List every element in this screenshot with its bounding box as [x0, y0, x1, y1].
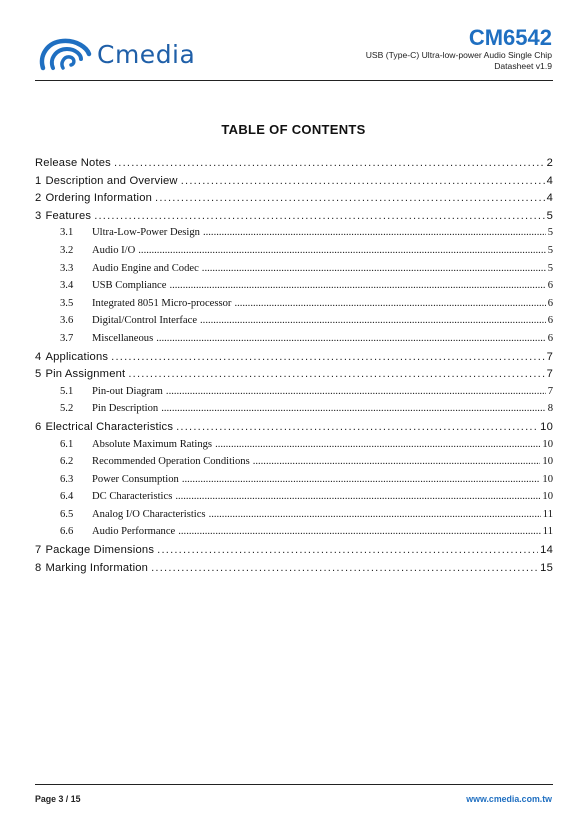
- dot-leader: [200, 315, 546, 326]
- toc-entry-title: Ordering Information: [45, 192, 153, 205]
- toc-entry[interactable]: [35, 298, 553, 316]
- dot-leader: [111, 351, 544, 363]
- dot-leader: [178, 526, 541, 537]
- toc-entry-title: Absolute Maximum Ratings: [92, 438, 213, 450]
- toc-entry-number: 6: [35, 420, 42, 433]
- company-logo: [37, 38, 197, 72]
- toc-entry-title: Analog I/O Characteristics: [92, 508, 206, 520]
- dot-leader: [156, 333, 546, 344]
- dot-leader: [138, 245, 545, 256]
- toc-entry[interactable]: [35, 245, 553, 263]
- toc-entry-page: 15: [540, 561, 553, 574]
- toc-entry-page: 5: [546, 209, 553, 222]
- toc-entry-number: 3.5: [60, 297, 74, 309]
- toc-entry[interactable]: [35, 509, 553, 527]
- toc-entry-number: 5: [35, 368, 42, 381]
- footer-divider: [35, 784, 553, 785]
- toc-entry-number: 3.7: [60, 332, 74, 344]
- toc-entry-number: 3.1: [60, 227, 74, 239]
- toc-entry-number: 6.5: [60, 508, 74, 520]
- toc-entry-title: Applications: [45, 350, 109, 363]
- dot-leader: [151, 562, 538, 574]
- dot-leader: [176, 421, 538, 433]
- dot-leader: [202, 263, 546, 274]
- toc-entry-title: DC Characteristics: [92, 491, 173, 503]
- toc-entry-page: 7: [547, 385, 553, 397]
- toc-entry-title: Digital/Control Interface: [92, 315, 198, 327]
- toc-entry-number: 4: [35, 350, 42, 363]
- toc-entry-number: 3.3: [60, 262, 74, 274]
- logo-text: Cmedia: [97, 40, 196, 69]
- toc-entry[interactable]: [35, 562, 553, 580]
- toc-entry-page: 6: [547, 315, 553, 327]
- toc-entry-title: Ultra-Low-Power Design: [92, 227, 200, 239]
- dot-leader: [155, 192, 545, 204]
- toc-entry-page: 6: [547, 332, 553, 344]
- toc-entry[interactable]: [35, 474, 553, 492]
- toc-entry-page: 7: [546, 368, 553, 381]
- toc-entry[interactable]: [35, 526, 553, 544]
- toc-entry[interactable]: [35, 403, 553, 421]
- dot-leader: [215, 439, 540, 450]
- table-of-contents: [35, 157, 553, 579]
- toc-entry-title: Recommended Operation Conditions: [92, 456, 250, 468]
- cmedia-logo-icon: [37, 38, 95, 72]
- toc-entry-page: 10: [542, 456, 553, 468]
- dot-leader: [181, 175, 545, 187]
- toc-entry-page: 7: [546, 350, 553, 363]
- dot-leader: [157, 544, 538, 556]
- toc-entry-page: 6: [547, 297, 553, 309]
- toc-entry-page: 14: [540, 544, 553, 557]
- toc-entry-number: 3: [35, 209, 42, 222]
- toc-entry-number: 2: [35, 192, 42, 205]
- toc-entry-number: 5.2: [60, 403, 74, 415]
- toc-entry[interactable]: [35, 210, 553, 228]
- toc-entry-page: 5: [547, 227, 553, 239]
- toc-entry-number: 7: [35, 544, 42, 557]
- toc-entry[interactable]: [35, 192, 553, 210]
- dot-leader: [161, 403, 545, 414]
- toc-entry-title: Pin Assignment: [45, 368, 126, 381]
- toc-entry-page: 5: [547, 244, 553, 256]
- toc-entry-page: 6: [547, 280, 553, 292]
- dot-leader: [128, 368, 544, 380]
- toc-entry[interactable]: [35, 333, 553, 351]
- toc-entry[interactable]: [35, 227, 553, 245]
- toc-entry-page: 2: [546, 157, 553, 169]
- toc-entry[interactable]: [35, 386, 553, 404]
- toc-entry[interactable]: [35, 491, 553, 509]
- toc-entry[interactable]: [35, 368, 553, 386]
- dot-leader: [169, 280, 545, 291]
- website-link[interactable]: www.cmedia.com.tw: [466, 794, 552, 804]
- toc-entry-page: 4: [546, 174, 553, 187]
- toc-entry-title: Power Consumption: [92, 473, 179, 485]
- toc-entry-number: 3.4: [60, 280, 74, 292]
- toc-entry-number: 6.6: [60, 526, 74, 538]
- toc-entry-title: Integrated 8051 Micro-processor: [92, 297, 232, 309]
- toc-entry-title: Pin-out Diagram: [92, 385, 163, 397]
- toc-entry[interactable]: [35, 421, 553, 439]
- toc-entry-title: Marking Information: [45, 561, 149, 574]
- dot-leader: [234, 298, 545, 309]
- datasheet-version: Datasheet v1.9: [494, 61, 552, 71]
- dot-leader: [175, 491, 540, 502]
- dot-leader: [94, 210, 544, 222]
- toc-entry[interactable]: [35, 263, 553, 281]
- toc-entry-title: Audio Engine and Codec: [92, 262, 199, 274]
- toc-entry[interactable]: [35, 544, 553, 562]
- page-number: Page 3 / 15: [35, 794, 81, 804]
- toc-entry-number: 6.3: [60, 473, 74, 485]
- toc-entry-title: Release Notes: [35, 157, 111, 169]
- toc-entry-page: 10: [540, 420, 553, 433]
- toc-entry-number: 6.1: [60, 438, 74, 450]
- toc-entry-title: Pin Description: [92, 403, 159, 415]
- toc-entry-title: Audio I/O: [92, 244, 136, 256]
- toc-entry-number: 1: [35, 174, 42, 187]
- toc-entry-page: 8: [547, 403, 553, 415]
- toc-entry-title: Package Dimensions: [45, 544, 155, 557]
- toc-entry[interactable]: [35, 439, 553, 457]
- dot-leader: [203, 227, 546, 238]
- dot-leader: [209, 509, 541, 520]
- toc-entry-page: 11: [542, 526, 553, 538]
- toc-entry[interactable]: [35, 157, 553, 175]
- page-header: [0, 0, 587, 80]
- toc-entry-number: 5.1: [60, 385, 74, 397]
- toc-entry[interactable]: [35, 175, 553, 193]
- product-name: CM6542: [468, 25, 552, 50]
- toc-entry-title: Features: [45, 209, 92, 222]
- dot-leader: [114, 157, 545, 169]
- document-info: [366, 26, 552, 72]
- toc-entry-title: Description and Overview: [45, 174, 178, 187]
- toc-entry-page: 5: [547, 262, 553, 274]
- toc-entry-number: 6.4: [60, 491, 74, 503]
- toc-entry-page: 11: [542, 508, 553, 520]
- toc-title: TABLE OF CONTENTS: [221, 122, 366, 137]
- toc-entry-title: USB Compliance: [92, 280, 167, 292]
- product-subtitle: USB (Type-C) Ultra-low-power Audio Single Chip: [365, 50, 552, 60]
- toc-entry-title: Electrical Characteristics: [45, 420, 174, 433]
- dot-leader: [253, 456, 541, 467]
- toc-entry-page: 4: [546, 192, 553, 205]
- toc-entry-number: 3.2: [60, 244, 74, 256]
- toc-entry-page: 10: [542, 491, 553, 503]
- toc-entry-title: Audio Performance: [92, 526, 176, 538]
- toc-entry-number: 3.6: [60, 315, 74, 327]
- toc-entry-page: 10: [542, 473, 553, 485]
- toc-entry-page: 10: [542, 438, 553, 450]
- header-divider: [35, 80, 553, 81]
- toc-entry-number: 6.2: [60, 456, 74, 468]
- toc-entry[interactable]: [35, 351, 553, 369]
- toc-entry-number: 8: [35, 561, 42, 574]
- toc-entry[interactable]: [35, 456, 553, 474]
- dot-leader: [166, 386, 546, 397]
- toc-entry-title: Miscellaneous: [92, 332, 154, 344]
- dot-leader: [182, 474, 541, 485]
- toc-entry[interactable]: [35, 315, 553, 333]
- toc-entry[interactable]: [35, 280, 553, 298]
